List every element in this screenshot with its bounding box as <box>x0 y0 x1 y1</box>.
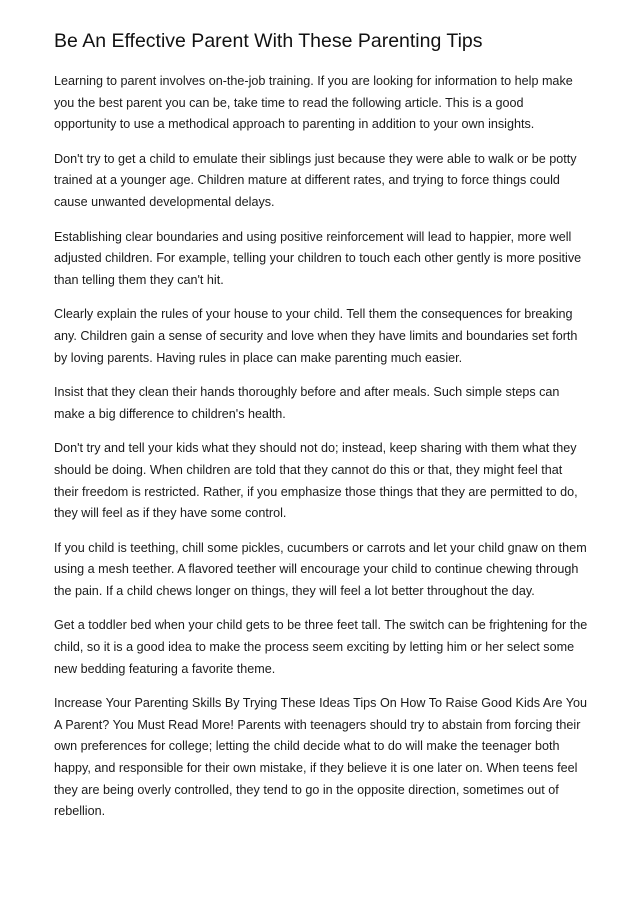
paragraph-toddler-bed: Get a toddler bed when your child gets to be three feet tall. The switch can be frightening for the child, so it is a good idea to make the process seem exciting by letting him or her select some new bedding featuring a favorite theme. <box>54 618 588 676</box>
paragraph-siblings: Don't try to get a child to emulate their siblings just because they were able to walk or be potty trained at a younger age. Children mature at different rates, and trying to force things could cause unwanted developmental delays. <box>54 151 577 209</box>
paragraph-hand-washing: Insist that they clean their hands thoroughly before and after meals. Such simple steps can make a big difference to children's health. <box>54 385 560 421</box>
paragraph-intro: Learning to parent involves on-the-job training. If you are looking for information to help make you the best parent you can be, take time to read the following article. This is a good opportunity to use a methodical approach to parenting in addition to your own insights. <box>54 74 573 132</box>
page-title: Be An Effective Parent With These Parenting Tips <box>54 30 483 52</box>
paragraph-house-rules: Clearly explain the rules of your house to your child. Tell them the consequences for breaking any. Children gain a sense of security and love when they have limits and boundaries set forth by loving parents. Having rules in place can make parenting much easier. <box>54 307 578 365</box>
document-page <box>54 0 588 823</box>
paragraph-teething: If you child is teething, chill some pickles, cucumbers or carrots and let your child gnaw on them using a mesh teether. A flavored teether will encourage your child to continue chewing through the pain. If a child chews longer on things, they will feel a lot better throughout the day. <box>54 540 587 598</box>
paragraph-teenagers: Increase Your Parenting Skills By Trying These Ideas Tips On How To Raise Good Kids Are You A Parent? You Must Read More! Parents with teenagers should try to abstain from forcing their own preferences for college; letting the child decide what to do will make the teenager both happy, and responsible for their own mistake, if they believe it is one later on. When teens feel they are being overly controlled, they tend to go in the opposite direction, sometimes out of rebellion. <box>54 696 587 819</box>
paragraph-positive-instructions: Don't try and tell your kids what they should not do; instead, keep sharing with them what they should be doing. When children are told that they cannot do this or that, they might feel that their freedom is restricted. Rather, if you emphasize those things that they are permitted to do, they will feel as if they have some control. <box>54 441 578 521</box>
paragraph-boundaries: Establishing clear boundaries and using positive reinforcement will lead to happier, more well adjusted children. For example, telling your children to touch each other gently is more positive than telling them they can't hit. <box>54 229 582 287</box>
